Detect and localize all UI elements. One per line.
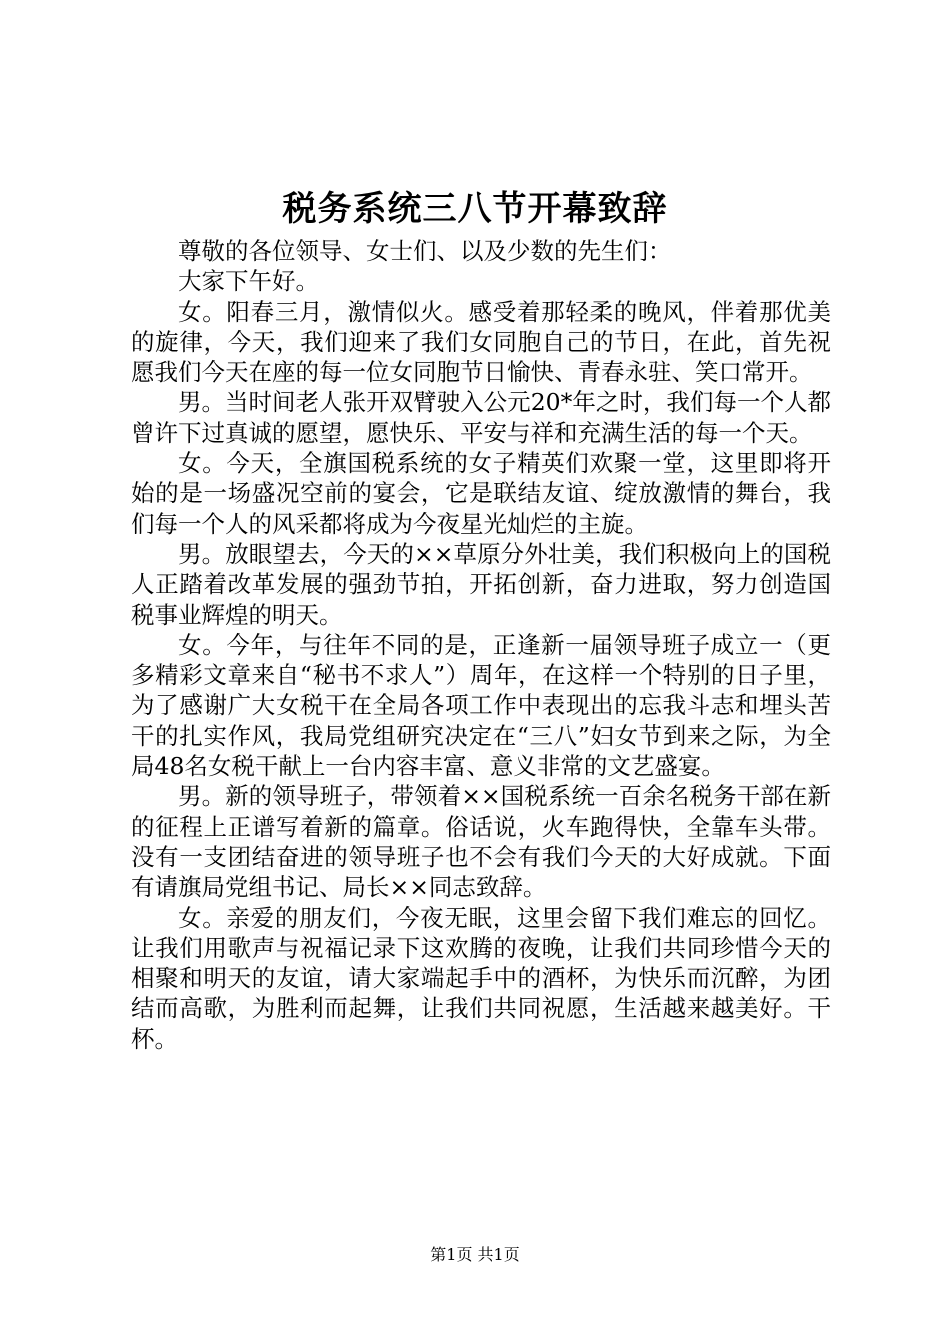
paragraph-greeting: 大家下午好。 (178, 267, 319, 296)
paragraph-salutation: 尊敬的各位领导、女士们、以及少数的先生们： (178, 237, 672, 265)
document-title: 税务系统三八节开幕致辞 (282, 189, 668, 229)
paragraph-4: 男。放眼望去，今天的××草原分外壮美，我们积极向上的国税人正踏着改革发展的强劲节拍，开拓创新，奋力进取，努力创造国税事业辉煌的明天。 (131, 539, 831, 629)
paragraph-2: 男。当时间老人张开双臂驶入公元20*年之时，我们每一个人都曾许下过真诚的愿望，愿快乐、平安与祥和充满生活的每一个天。 (131, 388, 831, 447)
page-number-footer: 第1页 共1页 (430, 1245, 520, 1264)
paragraph-3: 女。今天，全旗国税系统的女子精英们欢聚一堂，这里即将开始的是一场盛况空前的宴会，它是联结友谊、绽放激情的舞台，我们每一个人的风采都将成为今夜星光灿烂的主旋。 (131, 449, 831, 538)
paragraph-1: 女。阳春三月，激情似火。感受着那轻柔的晚风，伴着那优美的旋律，今天，我们迎来了我们女同胞自己的节日，在此，首先祝愿我们今天在座的每一位女同胞节日愉快、青春永驻、笑口常开。 (131, 297, 831, 387)
paragraph-5: 女。今年，与往年不同的是，正逢新一届领导班子成立一（更多精彩文章来自“秘书不求人”）周年，在这样一个特别的日子里，为了感谢广大女税干在全局各项工作中表现出的忘我斗志和埋头苦干的扎实作风，我局党组研究决定在“三八”妇女节到来之际，为全局48名女税干献上一台内容丰富、意义非常的文艺盛宴。 (131, 630, 831, 781)
document-body (131, 236, 831, 1054)
paragraph-7: 女。亲爱的朋友们，今夜无眠，这里会留下我们难忘的回忆。让我们用歌声与祝福记录下这欢腾的夜晚，让我们共同珍惜今天的相聚和明天的友谊，请大家端起手中的酒杯，为快乐而沉醉，为团结而高歌，为胜利而起舞，让我们共同祝愿，生活越来越美好。干杯。 (131, 903, 831, 1053)
paragraph-6: 男。新的领导班子，带领着××国税系统一百余名税务干部在新的征程上正谱写着新的篇章。俗话说，火车跑得快，全靠车头带。没有一支团结奋进的领导班子也不会有我们今天的大好成就。下面有请旗局党组书记、局长××同志致辞。 (131, 782, 831, 902)
